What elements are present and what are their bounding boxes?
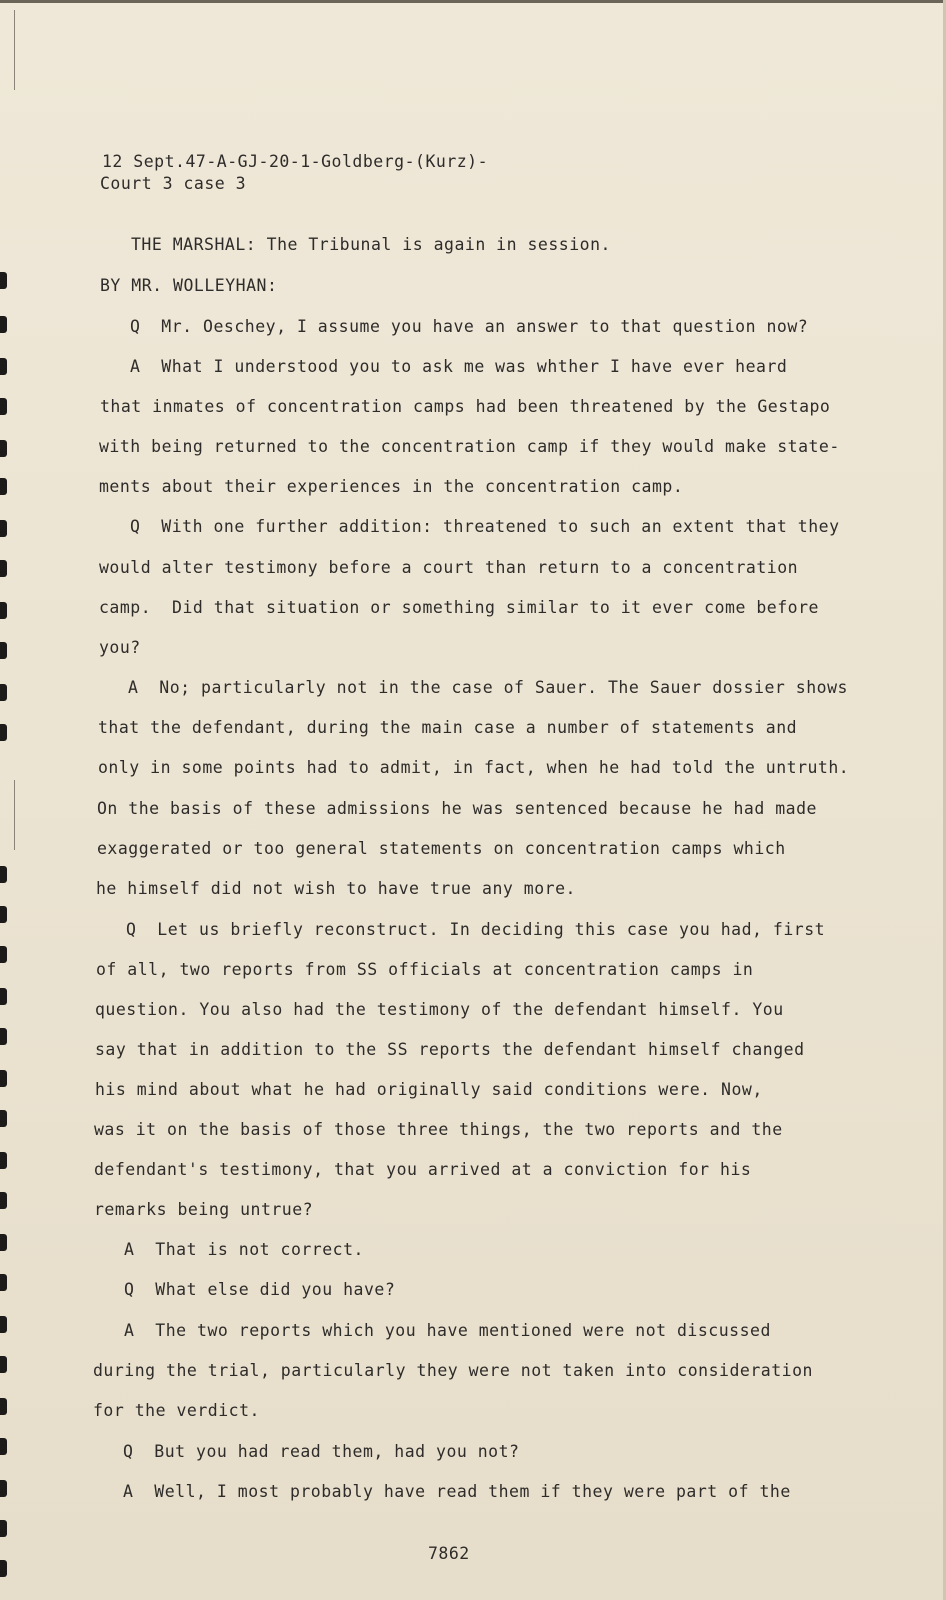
body-line: A Well, I most probably have read them if they were part of the: [123, 1482, 791, 1501]
body-line: BY MR. WOLLEYHAN:: [100, 276, 278, 295]
body-line: that the defendant, during the main case a number of statements and: [98, 718, 798, 737]
body-line: On the basis of these admissions he was sentenced because he had made: [97, 799, 817, 818]
body-line: Q With one further addition: threatened to such an extent that they: [130, 517, 840, 536]
binding-hole: [0, 988, 7, 1005]
binding-hole: [0, 1316, 7, 1333]
body-line: remarks being untrue?: [94, 1200, 314, 1219]
binding-hole: [0, 1520, 7, 1537]
body-line: during the trial, particularly they were not taken into consideration: [93, 1361, 813, 1380]
binding-hole: [0, 1560, 7, 1577]
binding-hole: [0, 1028, 7, 1045]
body-line: Q What else did you have?: [124, 1280, 396, 1299]
body-line: Q Mr. Oeschey, I assume you have an answer to that question now?: [130, 317, 809, 336]
body-line: A What I understood you to ask me was whther I have ever heard: [130, 357, 788, 376]
body-line: Q But you had read them, had you not?: [123, 1442, 520, 1461]
body-line: ments about their experiences in the concentration camp.: [99, 477, 684, 496]
binding-hole: [0, 1438, 7, 1455]
binding-hole: [0, 1356, 7, 1373]
body-line: you?: [99, 638, 141, 657]
body-line: of all, two reports from SS officials at concentration camps in: [96, 960, 754, 979]
binding-hole: [0, 1274, 7, 1291]
body-line: say that in addition to the SS reports the defendant himself changed: [95, 1040, 805, 1059]
binding-hole: [0, 1234, 7, 1251]
body-line: THE MARSHAL: The Tribunal is again in session.: [131, 235, 611, 254]
body-line: his mind about what he had originally said conditions were. Now,: [95, 1080, 763, 1099]
body-line: he himself did not wish to have true any more.: [96, 879, 576, 898]
binding-hole: [0, 1398, 7, 1415]
binding-hole: [0, 1192, 7, 1209]
body-line: only in some points had to admit, in fact, when he had told the untruth.: [98, 758, 850, 777]
binding-hole: [0, 906, 7, 923]
body-line: with being returned to the concentration camp if they would make state-: [99, 437, 840, 456]
body-line: exaggerated or too general statements on concentration camps which: [97, 839, 786, 858]
body-line: that inmates of concentration camps had been threatened by the Gestapo: [100, 397, 831, 416]
body-line: A No; particularly not in the case of Sauer. The Sauer dossier shows: [128, 678, 848, 697]
body-line: camp. Did that situation or something similar to it ever come before: [99, 598, 819, 617]
body-line: Q Let us briefly reconstruct. In deciding this case you had, first: [126, 920, 826, 939]
binding-hole: [0, 1152, 7, 1169]
page-number: 7862: [428, 1544, 470, 1563]
body-line: would alter testimony before a court than return to a concentration: [99, 558, 799, 577]
binding-hole: [0, 1070, 7, 1087]
header-line: 12 Sept.47-A-GJ-20-1-Goldberg-(Kurz)-: [102, 152, 489, 171]
body-line: defendant's testimony, that you arrived at a conviction for his: [94, 1160, 752, 1179]
binding-hole: [0, 1110, 7, 1127]
body-line: A That is not correct.: [124, 1240, 364, 1259]
binding-hole: [0, 946, 7, 963]
body-line: A The two reports which you have mentioned were not discussed: [124, 1321, 771, 1340]
body-line: was it on the basis of those three things, the two reports and the: [94, 1120, 783, 1139]
body-line: question. You also had the testimony of the defendant himself. You: [95, 1000, 784, 1019]
margin-mark: [14, 780, 15, 850]
binding-hole: [0, 866, 7, 883]
header-line: Court 3 case 3: [100, 174, 247, 193]
body-line: for the verdict.: [93, 1401, 260, 1420]
binding-hole: [0, 1480, 7, 1497]
